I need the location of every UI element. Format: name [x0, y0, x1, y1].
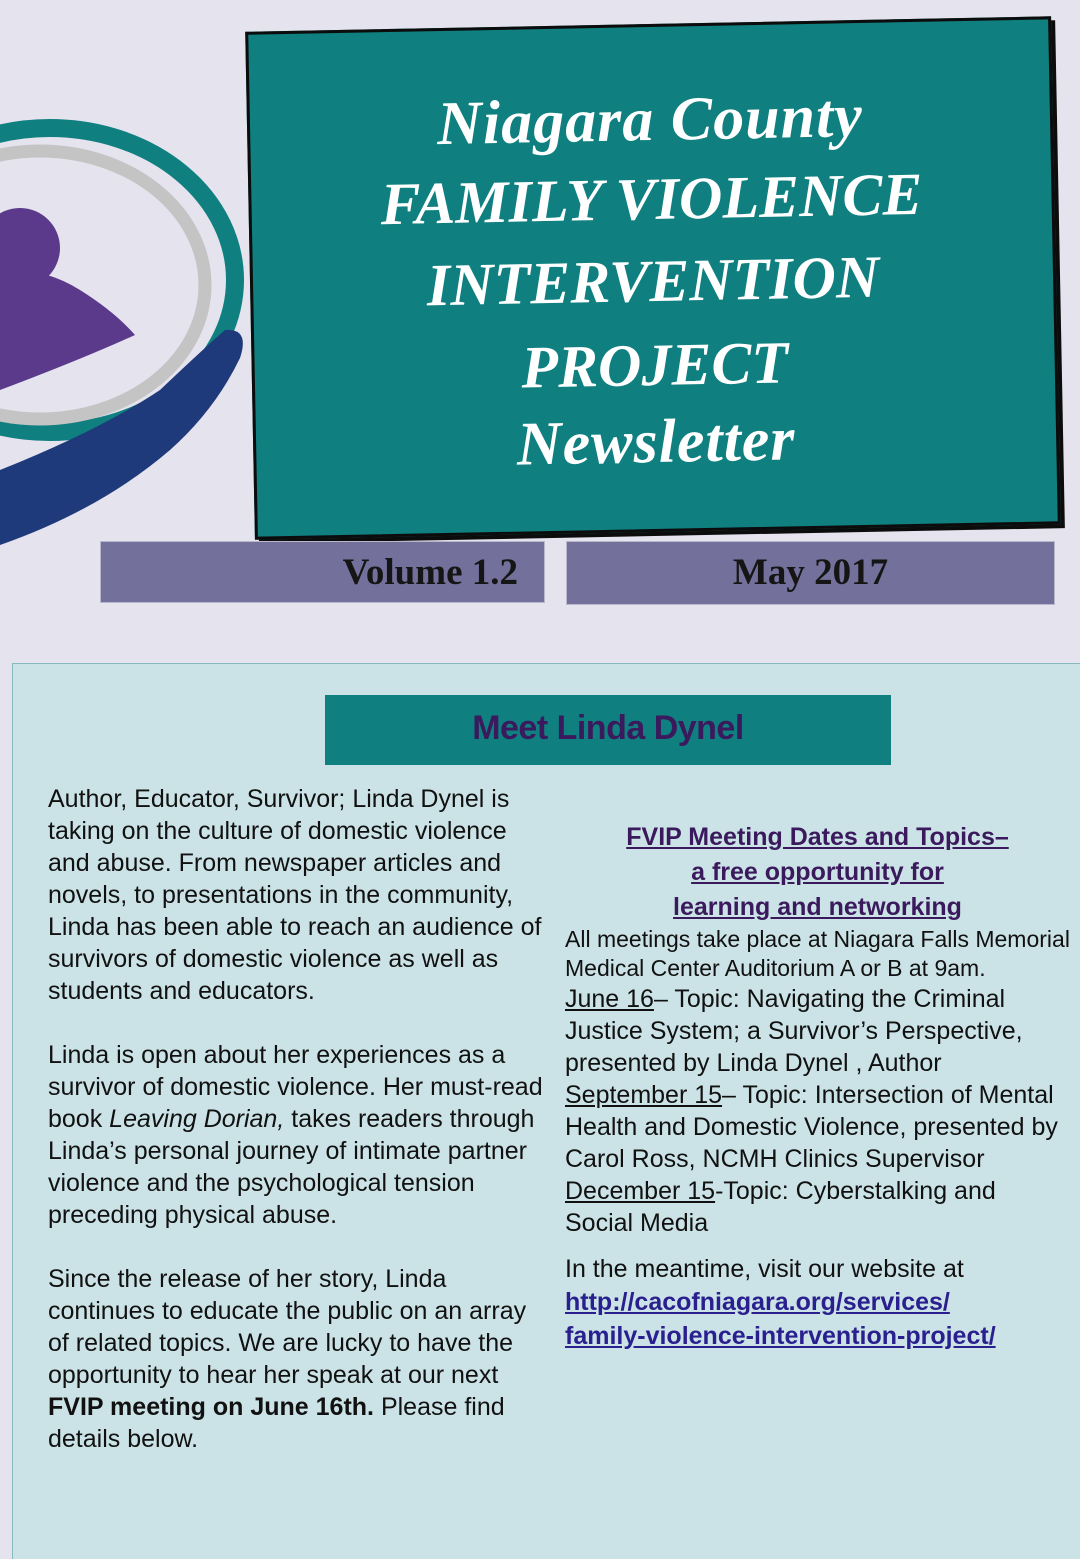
paragraph-book-text-a: Linda is open about her experiences as a survivor of domestic violence. Her must-read book [48, 1041, 543, 1133]
volume-bar: Volume 1.2 [100, 541, 545, 603]
meeting-topic: -Topic: Cyberstalking and Social Media [565, 1177, 996, 1237]
meetings-location: All meetings take place at Niagara Falls Memorial Medical Center Auditorium A or B at 9am. [565, 926, 1070, 981]
meetings-right-column [565, 782, 1070, 1353]
date-bar: May 2017 [566, 541, 1055, 605]
article-left-column [48, 783, 548, 1455]
meetings-title-line3: learning and networking [673, 893, 962, 921]
title-line-family-violence: FAMILY VIOLENCE [379, 160, 923, 238]
meeting-item [565, 1175, 1070, 1239]
meeting-topic: – Topic: Intersection of Mental Health and Domestic Violence, presented by Carol Ross, NCMH Clinics Supervisor [565, 1081, 1058, 1173]
title-line-newsletter: Newsletter [516, 405, 797, 479]
meeting-date: September 15 [565, 1081, 723, 1109]
article-heading: Meet Linda Dynel [325, 695, 891, 765]
masthead-title-box [245, 16, 1061, 539]
paragraph-speaker-text-c: Please find details below. [48, 1393, 505, 1453]
meeting-date: December 15 [565, 1177, 716, 1205]
meeting-emphasis: FVIP meeting on June 16th. [48, 1393, 374, 1421]
title-line-intervention: INTERVENTION [426, 243, 880, 319]
title-line-project: PROJECT [520, 329, 789, 401]
website-intro: In the meantime, visit our website at [565, 1255, 964, 1283]
book-title: Leaving Dorian, [109, 1105, 285, 1133]
title-line-county: Niagara County [436, 81, 864, 159]
hand-holding-person-icon [0, 90, 260, 570]
paragraph-speaker [48, 1263, 548, 1455]
website-link-line2[interactable]: family-violence-intervention-project/ [565, 1322, 996, 1350]
paragraph-intro: Author, Educator, Survivor; Linda Dynel is taking on the culture of domestic violence and abuse. From newspaper articles and novels, to presentations in the community, Linda has been able to reach an audience of survivors of domestic violence as well as students and educators. [48, 785, 542, 1005]
paragraph-book [48, 1039, 548, 1231]
meetings-title-line2: a free opportunity for [691, 858, 944, 886]
meeting-topic: – Topic: Navigating the Criminal Justice System; a Survivor’s Perspective, presented by Linda Dynel , Author [565, 985, 1023, 1077]
meeting-item [565, 983, 1070, 1079]
paragraph-book-text-b: takes readers through Linda’s personal journey of intimate partner violence and the psychological tension preceding physical abuse. [48, 1105, 535, 1229]
website-link-line1[interactable]: http://cacofniagara.org/services/ [565, 1288, 950, 1316]
meeting-item [565, 1079, 1070, 1175]
meetings-title [565, 820, 1070, 925]
paragraph-speaker-text-a: Since the release of her story, Linda continues to educate the public on an array of related topics. We are lucky to have the opportunity to hear her speak at our next [48, 1265, 527, 1389]
meetings-title-line1: FVIP Meeting Dates and Topics– [626, 823, 1009, 851]
meeting-date: June 16 [565, 985, 654, 1013]
